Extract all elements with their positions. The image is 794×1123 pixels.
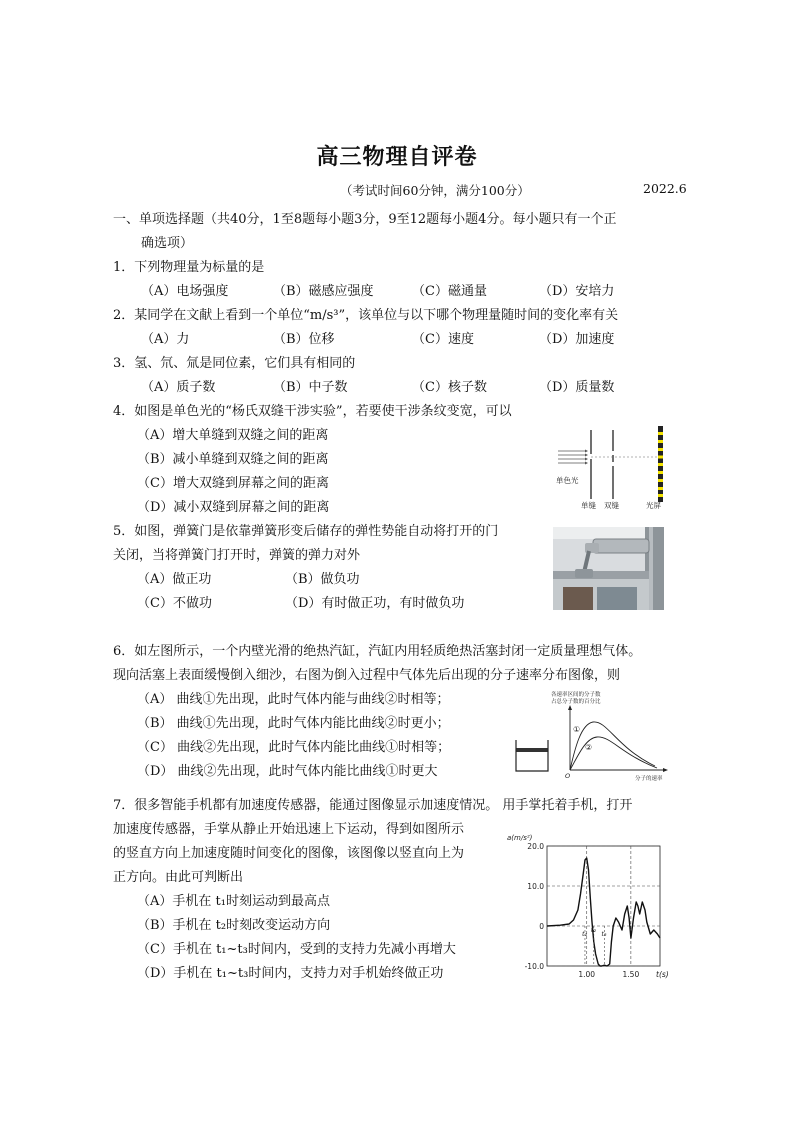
screen-label: 光屏 [646, 501, 661, 510]
q5-option-b: （B）做负功 [285, 572, 360, 587]
double-slit-label: 双缝 [604, 501, 619, 510]
monochromatic-light-label: 单色光 [556, 476, 579, 485]
q4-option-d: （D）减小双缝到屏幕之间的距离 [137, 500, 330, 515]
question-1-stem: 1．下列物理量为标量的是 [113, 260, 265, 275]
question-5-stem-cont: 关闭，当将弹簧门打开时，弹簧的弹力对外 [113, 548, 361, 563]
x-tick-label: 1.00 [578, 970, 596, 979]
q4-option-b: （B）减小单缝到双缝之间的距离 [137, 452, 329, 467]
q1-option-b: （B）磁感应强度 [273, 284, 374, 299]
question-7-stem: 7．很多智能手机都有加速度传感器，能通过图像显示加速度情况。 用手掌托着手机，打开 [113, 798, 633, 813]
time-marker-label: t₁ [581, 930, 588, 938]
curve-2-label: ② [585, 743, 593, 752]
q7-option-b: （B）手机在 t₂时刻改变运动方向 [137, 918, 331, 933]
question-7-stem-cont-3: 正方向。由此可判断出 [113, 870, 244, 885]
question-7-stem-cont-2: 的竖直方向上加速度随时间变化的图像，该图像以竖直向上为 [113, 846, 465, 861]
q5-option-c: （C）不做功 [137, 596, 212, 611]
question-3-stem: 3．氢、氘、氚是同位素，它们具有相同的 [113, 356, 356, 371]
q5-option-a: （A）做正功 [137, 572, 212, 587]
exam-title: 高三物理自评卷 [316, 144, 478, 170]
x-axis-label: t(s) [656, 970, 669, 979]
q3-option-b: （B）中子数 [273, 380, 348, 395]
y-tick-label: 0 [539, 922, 544, 931]
distribution-xlabel: 分子的速率 [635, 776, 663, 782]
q1-option-d: （D）安培力 [539, 284, 615, 299]
distribution-curve-2 [570, 737, 657, 770]
y-tick-label: -10.0 [524, 962, 544, 971]
q6-option-d: （D） 曲线②先出现，此时气体内能比曲线①时更大 [137, 764, 438, 779]
q6-option-a: （A） 曲线①先出现，此时气体内能与曲线②时相等； [137, 692, 450, 707]
double-slit-diagram [553, 424, 673, 510]
q7-option-d: （D）手机在 t₁~t₃时间内，支持力对手机始终做正功 [137, 966, 444, 981]
q5-option-d: （D）有时做正功，有时做负功 [285, 596, 465, 611]
q4-option-c: （C）增大双缝到屏幕之间的距离 [137, 476, 329, 491]
exam-subtitle: （考试时间60分钟，满分100分） [340, 183, 530, 198]
x-tick-label: 1.50 [622, 970, 640, 979]
single-slit-label: 单缝 [581, 501, 596, 510]
q2-option-d: （D）加速度 [539, 332, 615, 347]
question-2-stem: 2．某同学在文献上看到一个单位“m/s³”，该单位与以下哪个物理量随时间的变化率有关 [113, 308, 619, 323]
q3-option-d: （D）质量数 [539, 380, 615, 395]
section-heading: 一、单项选择题（共40分，1至8题每小题3分，9至12题每小题4分。每小题只有一个正 [113, 212, 617, 227]
y-tick-label: 20.0 [527, 842, 544, 851]
question-5-stem: 5．如图，弹簧门是依靠弹簧形变后储存的弹性势能自动将打开的门 [113, 524, 499, 539]
curve-1-label: ① [573, 725, 581, 734]
acceleration-series-line [547, 858, 660, 966]
question-4-stem: 4．如图是单色光的“杨氏双缝干涉实验”，若要使干涉条纹变宽，可以 [113, 404, 512, 419]
q2-option-b: （B）位移 [273, 332, 335, 347]
door-closer-photo [553, 527, 664, 610]
q4-option-a: （A）增大单缝到双缝之间的距离 [137, 428, 329, 443]
y-axis-label: a(m/s²) [507, 834, 533, 842]
q3-option-c: （C）核子数 [412, 380, 487, 395]
acceleration-time-chart [505, 826, 675, 986]
question-7-stem-cont-1: 加速度传感器，手掌从静止开始迅速上下运动，得到如图所示 [113, 822, 465, 837]
q7-option-c: （C）手机在 t₁~t₃时间内，受到的支持力先减小再增大 [137, 942, 456, 957]
distribution-curve-1 [570, 722, 655, 770]
q6-option-b: （B） 曲线①先出现，此时气体内能比曲线②时更小； [137, 716, 450, 731]
exam-date: 2022.6 [643, 181, 687, 196]
time-marker-label: t₂ [590, 926, 596, 934]
distribution-origin-label: O [565, 772, 571, 780]
distribution-ylabel-line1: 各速率区间的分子数 [551, 692, 601, 698]
q2-option-c: （C）速度 [412, 332, 474, 347]
q1-option-c: （C）磁通量 [412, 284, 487, 299]
q6-option-c: （C） 曲线②先出现，此时气体内能比曲线①时相等； [137, 740, 451, 755]
question-6-stem: 6．如左图所示，一个内壁光滑的绝热汽缸，汽缸内用轻质绝热活塞封闭一定质量理想气体。 [113, 644, 642, 659]
q7-option-a: （A）手机在 t₁时刻运动到最高点 [137, 894, 330, 909]
q1-option-a: （A）电场强度 [141, 284, 229, 299]
speed-distribution-graph [545, 688, 673, 783]
q3-option-a: （A）质子数 [141, 380, 216, 395]
question-6-stem-cont: 现向活塞上表面缓慢倒入细沙，右图为倒入过程中气体先后出现的分子速率分布图像，则 [113, 668, 621, 683]
q2-option-a: （A）力 [141, 332, 190, 347]
section-heading-cont: 确选项） [141, 236, 194, 251]
y-tick-label: 10.0 [527, 882, 544, 891]
distribution-ylabel-line2: 占总分子数的百分比 [551, 699, 601, 705]
time-marker-label: t₃ [601, 930, 607, 938]
